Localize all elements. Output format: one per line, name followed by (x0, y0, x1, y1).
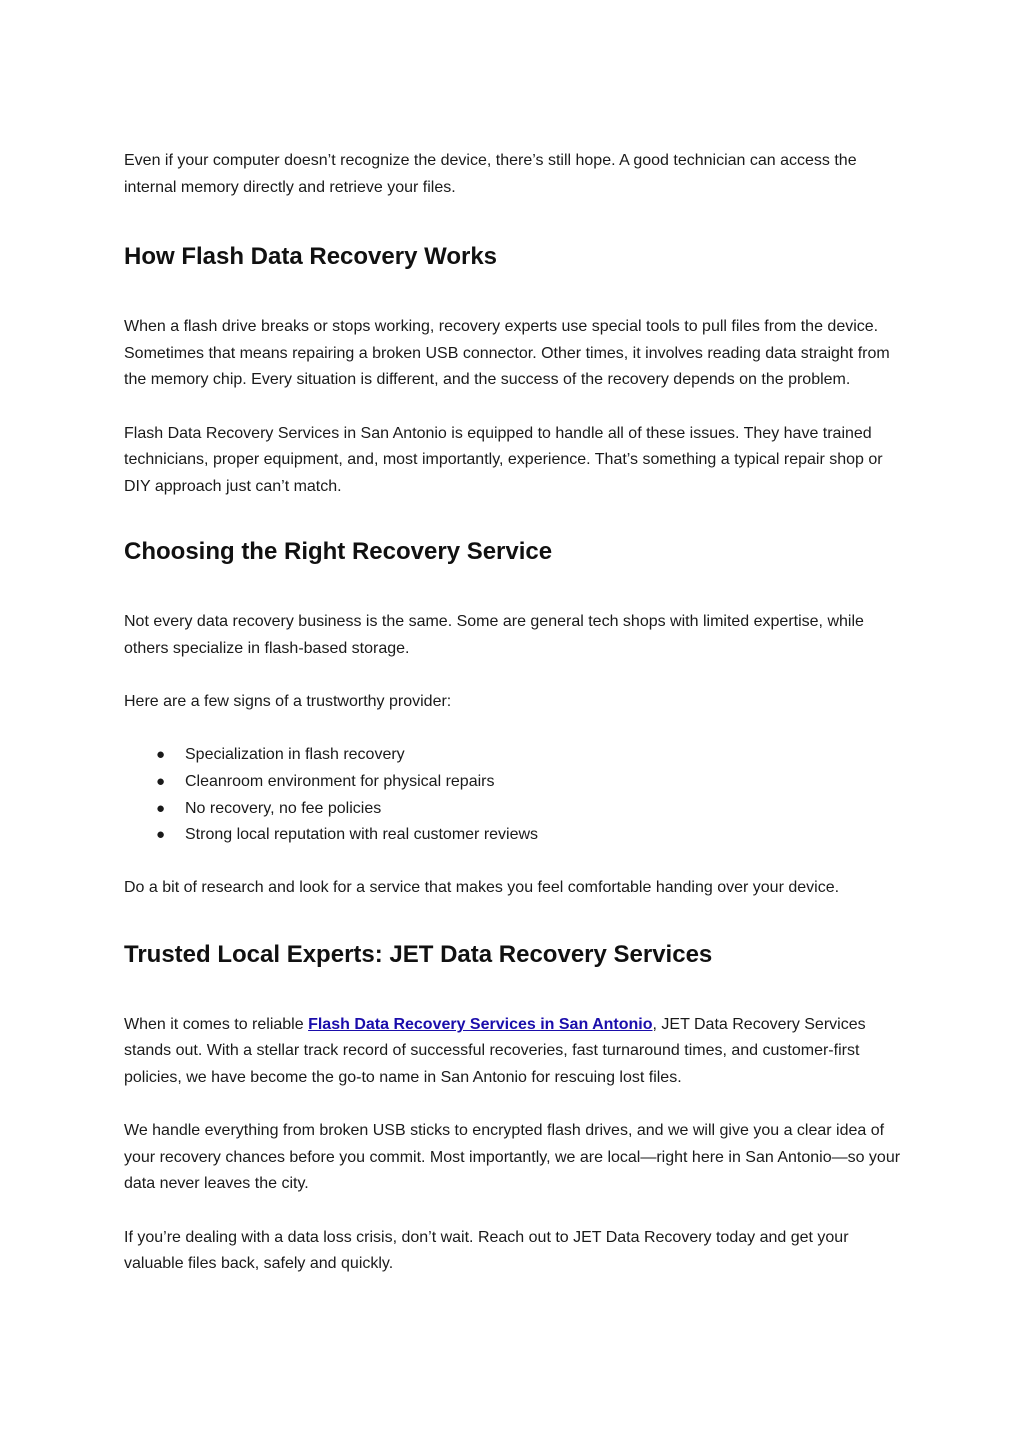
list-item (124, 742, 904, 769)
intro-paragraph: Even if your computer doesn’t recognize the device, there’s still hope. A good technician can access the internal memory directly and retrieve your files. (124, 152, 857, 196)
choose-paragraph-3: Do a bit of research and look for a service that makes you feel comfortable handing over your device. (124, 879, 840, 897)
flash-recovery-services-link[interactable]: Flash Data Recovery Services in San Antonio (308, 1015, 653, 1033)
document-page (124, 148, 904, 1278)
heading-trusted-experts: Trusted Local Experts: JET Data Recovery Services (124, 940, 713, 968)
list-item-text: Strong local reputation with real customer reviews (185, 826, 539, 844)
list-item-text: Specialization in flash recovery (185, 746, 405, 764)
works-paragraph-1: When a flash drive breaks or stops working, recovery experts use special tools to pull files from the device. Sometimes that means repairing a broken USB connector. Other times, it involves reading data straight from the memory chip. Every situation is different, and the success of the recovery depends on the problem. (124, 318, 890, 389)
list-item-text: No recovery, no fee policies (185, 799, 382, 817)
list-item-text: Cleanroom environment for physical repairs (185, 772, 495, 790)
bullet-icon: ● (156, 826, 166, 844)
heading-how-it-works: How Flash Data Recovery Works (124, 243, 498, 271)
trusted-paragraph-3: If you’re dealing with a data loss crisis, don’t wait. Reach out to JET Data Recovery today and get your valuable files back, safely and quickly. (124, 1228, 849, 1273)
list-item (124, 822, 904, 849)
heading-choosing-service: Choosing the Right Recovery Service (124, 538, 553, 566)
trusted-p1-trailing-text: , JET Data Recovery Services stands out. With a stellar track record of successful recoveries, fast turnaround times, and customer-first policies, we have become the go-to name in San Antonio for rescuing lost files. (124, 1015, 866, 1087)
choose-paragraph-1: Not every data recovery business is the same. Some are general tech shops with limited expertise, while others specialize in flash-based storage. (124, 613, 864, 657)
trusted-paragraph-1 (124, 1012, 904, 1092)
choose-paragraph-2: Here are a few signs of a trustworthy provider: (124, 693, 452, 711)
bullet-icon: ● (156, 746, 166, 764)
trusted-paragraph-2: We handle everything from broken USB sticks to encrypted flash drives, and we will give you a clear idea of your recovery chances before you commit. Most importantly, we are local—right here in San Antonio—so your data never leaves the city. (124, 1122, 901, 1193)
bullet-icon: ● (156, 772, 166, 790)
works-paragraph-2: Flash Data Recovery Services in San Antonio is equipped to handle all of these issues. They have trained technicians, proper equipment, and, most importantly, experience. That’s something a typical repair shop or DIY approach just can’t match. (124, 424, 883, 495)
list-item (124, 796, 904, 823)
provider-signs-list (124, 742, 904, 848)
trusted-p1-lead-text: When it comes to reliable (124, 1015, 309, 1033)
list-item (124, 769, 904, 796)
bullet-icon: ● (156, 799, 166, 817)
